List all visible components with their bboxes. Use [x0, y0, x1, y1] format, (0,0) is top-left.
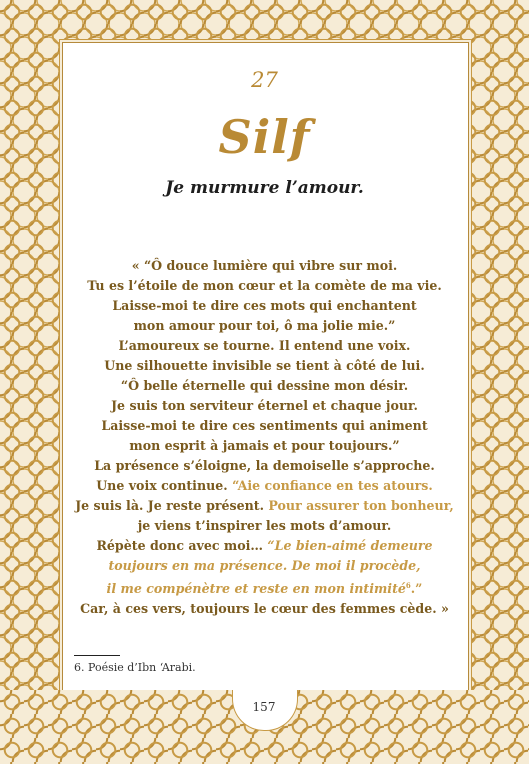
poem-text: [66, 256, 463, 619]
poem-segment: Répète donc avec moi…: [96, 538, 268, 553]
poem-segment: Laisse-moi te dire ces mots qui enchantent: [112, 298, 417, 313]
poem-segment: L’amoureux se tourne. Il entend une voix.: [118, 338, 411, 353]
poem-segment: Une voix continue.: [96, 478, 233, 493]
poem-segment: mon esprit à jamais et pour toujours.”: [129, 438, 400, 453]
footnote-marker: 6: [405, 581, 411, 590]
poem-line: [66, 516, 463, 536]
chapter-title: Silf: [218, 110, 311, 164]
poem-line: [66, 536, 463, 556]
poem-segment: Je suis ton serviteur éternel et chaque jour.: [111, 398, 418, 413]
poem-segment: “Aie confiance en tes atours.: [232, 478, 433, 493]
poem-segment: il me compénètre et reste en mon intimité: [106, 581, 406, 597]
poem-line: [66, 576, 463, 599]
poem-segment: je viens t’inspirer les mots d’amour.: [137, 518, 392, 533]
poem-line: [66, 276, 463, 296]
poem-line: [66, 456, 463, 476]
footnote-rule: [74, 655, 120, 656]
poem-segment: Pour assurer ton bonheur,: [268, 498, 454, 513]
poem-line: [66, 336, 463, 356]
poem-line: [66, 556, 463, 576]
poem-segment: toujours en ma présence. De moi il procède,: [108, 558, 421, 573]
poem-line: [66, 376, 463, 396]
poem-segment: Tu es l’étoile de mon cœur et la comète de ma vie.: [87, 278, 442, 293]
poem-segment: .”: [410, 581, 423, 597]
poem-line: [66, 496, 463, 516]
poem-line: [66, 296, 463, 316]
chapter-number: 27: [251, 68, 278, 92]
chapter-subtitle: Je murmure l’amour.: [165, 178, 364, 198]
poem-line: [66, 436, 463, 456]
poem-segment: Je suis là. Je reste présent.: [75, 498, 269, 513]
poem-line: [66, 316, 463, 336]
poem-segment: Car, à ces vers, toujours le cœur des femmes cède. »: [80, 601, 449, 617]
poem-line: [66, 256, 463, 276]
footnote: 6. Poésie d’Ibn ‘Arabi.: [74, 661, 196, 674]
poem-line: [66, 416, 463, 436]
poem-segment: “Ô belle éternelle qui dessine mon désir.: [120, 378, 409, 393]
poem-segment: « “Ô douce lumière qui vibre sur moi.: [131, 258, 398, 273]
page-number: 157: [252, 700, 276, 714]
poem-line: [66, 396, 463, 416]
poem-segment: “Le bien-aimé demeure: [267, 538, 433, 553]
poem-segment: Laisse-moi te dire ces sentiments qui animent: [101, 418, 428, 433]
poem-segment: mon amour pour toi, ô ma jolie mie.”: [133, 318, 396, 333]
poem-segment: La présence s’éloigne, la demoiselle s’approche.: [94, 458, 435, 473]
poem-line: [66, 356, 463, 376]
poem-line: [66, 599, 463, 619]
poem-segment: Une silhouette invisible se tient à côté de lui.: [104, 358, 425, 373]
poem-line: [66, 476, 463, 496]
